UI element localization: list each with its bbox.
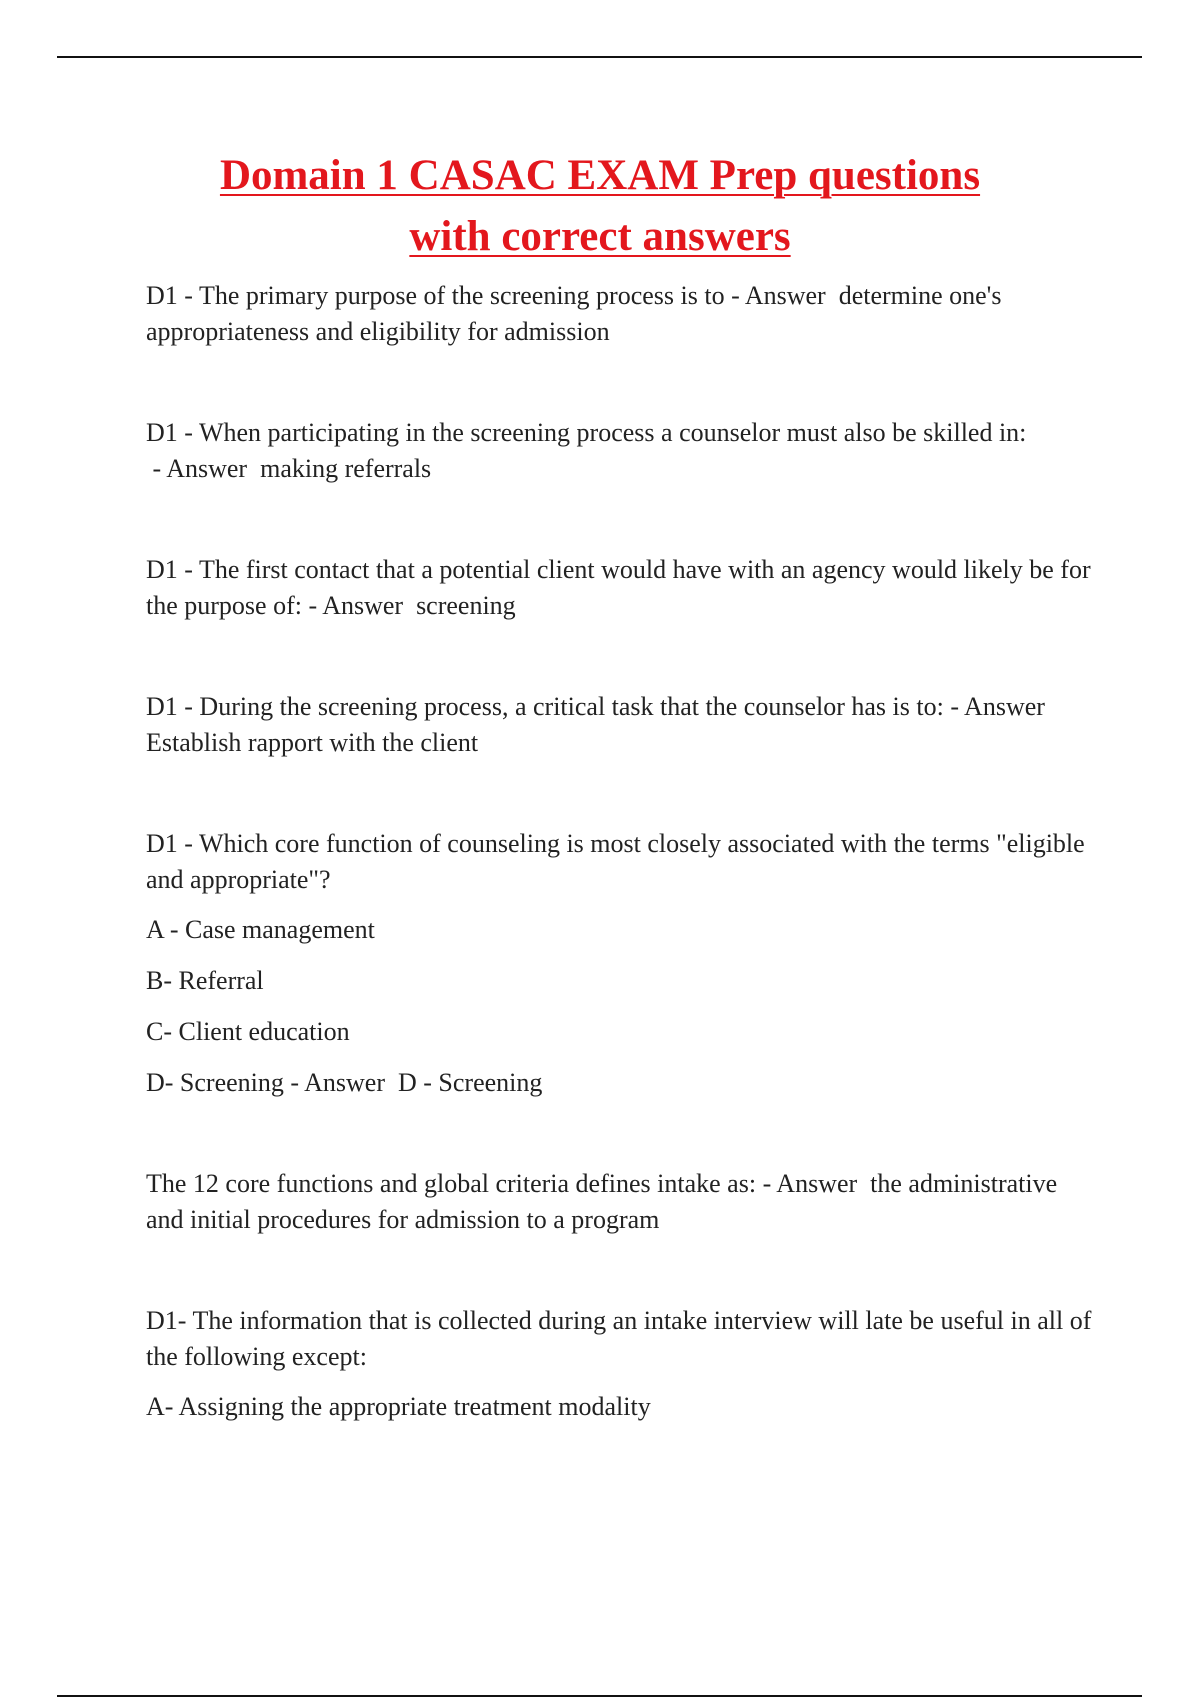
question-7: [146, 1303, 1096, 1375]
answer-text: the administrative and initial procedures for admission to a program: [146, 1169, 1058, 1234]
top-rule: [57, 56, 1142, 58]
question-text: D1 - When participating in the screening process a counselor must also be skilled in:: [146, 418, 1027, 447]
option-a: A- Assigning the appropriate treatment modality: [146, 1392, 651, 1421]
question-1: [146, 278, 1096, 350]
question-5: [146, 826, 1096, 898]
question-2: [146, 415, 1096, 487]
question-text: D1 - The first contact that a potential client would have with an agency would likely be for the purpose of:: [146, 555, 1091, 620]
answer-separator: - Answer: [756, 1169, 864, 1198]
document-title: [100, 145, 1100, 267]
question-3: [146, 552, 1096, 624]
bottom-rule: [57, 1695, 1142, 1697]
option-text: D- Screening: [146, 1068, 284, 1097]
answer-text: D - Screening: [398, 1068, 543, 1097]
answer-separator: - Answer: [301, 591, 410, 620]
option-a: A - Case management: [146, 915, 375, 944]
title-line-1: Domain 1 CASAC EXAM Prep questions: [219, 152, 981, 199]
question-text: D1- The information that is collected during an intake interview will late be useful in all of the following except:: [146, 1306, 1092, 1371]
question-4: [146, 689, 1096, 761]
title-line-2: with correct answers: [409, 213, 791, 260]
answer-text: determine one's appropriateness and eligibility for admission: [146, 281, 1002, 346]
answer-separator: - Answer: [283, 1068, 392, 1097]
answer-text: screening: [416, 591, 516, 620]
option-d: [146, 1065, 1096, 1101]
option-c: C- Client education: [146, 1017, 350, 1046]
question-text: D1 - Which core function of counseling is most closely associated with the terms "eligible and appropriate"?: [146, 829, 1085, 894]
question-text: D1 - The primary purpose of the screening process is to: [146, 281, 725, 310]
question-text: D1 - During the screening process, a critical task that the counselor has is to:: [146, 692, 944, 721]
answer-separator: - Answer: [724, 281, 833, 310]
answer-separator: - Answer: [146, 454, 254, 483]
question-list: [146, 278, 1096, 1440]
answer-text: Establish rapport with the client: [146, 728, 479, 757]
answer-text: making referrals: [260, 454, 432, 483]
answer-separator: - Answer: [943, 692, 1052, 721]
question-text: The 12 core functions and global criteria defines intake as:: [146, 1169, 757, 1198]
question-6: [146, 1166, 1096, 1238]
option-b: B- Referral: [146, 966, 264, 995]
